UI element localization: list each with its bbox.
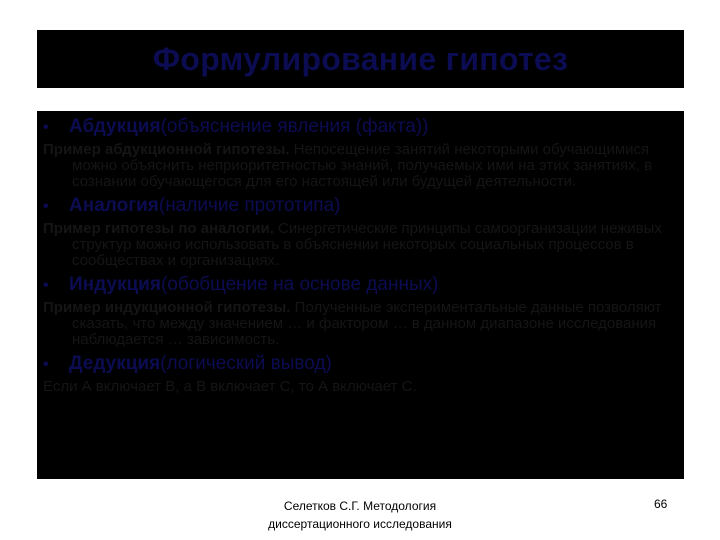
heading-description: (обобщение на основе данных)	[160, 274, 439, 295]
bullet-heading	[43, 353, 674, 376]
heading-description: (наличие прототипа)	[158, 195, 341, 216]
heading-description: (логический вывод)	[160, 353, 332, 374]
heading-term: Индукция	[69, 274, 161, 295]
heading-term: Аналогия	[69, 195, 159, 216]
hypothesis-item-abduction	[43, 116, 674, 190]
slide-title: Формулирование гипотез	[152, 40, 569, 77]
page-number: 66	[654, 497, 668, 511]
bullet-heading	[43, 116, 674, 139]
hypothesis-item-analogy	[43, 195, 674, 269]
content-box	[37, 111, 684, 479]
title-bar	[37, 30, 684, 88]
bullet-heading	[43, 195, 674, 218]
bullet-icon: •	[43, 198, 49, 215]
example-paragraph	[43, 142, 674, 190]
example-label: Пример индукционной гипотезы.	[43, 299, 291, 316]
example-paragraph	[43, 300, 674, 348]
bullet-icon: •	[43, 277, 49, 294]
hypothesis-item-deduction	[43, 353, 674, 395]
example-text: Если А включает В, а В включает С, то А включает С.	[43, 378, 417, 395]
heading-description: (объяснение явления (факта))	[160, 116, 429, 137]
example-paragraph	[43, 221, 674, 269]
bullet-icon: •	[43, 119, 49, 136]
bullet-heading	[43, 274, 674, 297]
example-text: Синергетические принципы самоорганизации неживых структур можно использовать в объяснении некоторых социальных процессов в сообществах и организациях.	[72, 220, 662, 269]
bullet-icon: •	[43, 356, 49, 373]
heading-term: Дедукция	[69, 353, 161, 374]
heading-term: Абдукция	[69, 116, 161, 137]
example-text: Полученные экспериментальные данные позволяют сказать, что между значением … и фактором … в данном диапазоне исследования наблюдается … зависимость.	[72, 299, 662, 348]
example-text: Непосещение занятий некоторыми обучающимися можно объяснить неприоритетностью знаний, получаемых ими на этих занятиях, в сознании обучающегося для его настоящей или будущей деятельности.	[72, 141, 653, 190]
example-paragraph	[43, 379, 674, 395]
footer-author: Селетков С.Г. Методология диссертационного исследования	[268, 499, 452, 531]
example-label: Пример абдукционной гипотезы.	[43, 141, 290, 158]
hypothesis-item-induction	[43, 274, 674, 348]
example-label: Пример гипотезы по аналогии.	[43, 220, 274, 237]
